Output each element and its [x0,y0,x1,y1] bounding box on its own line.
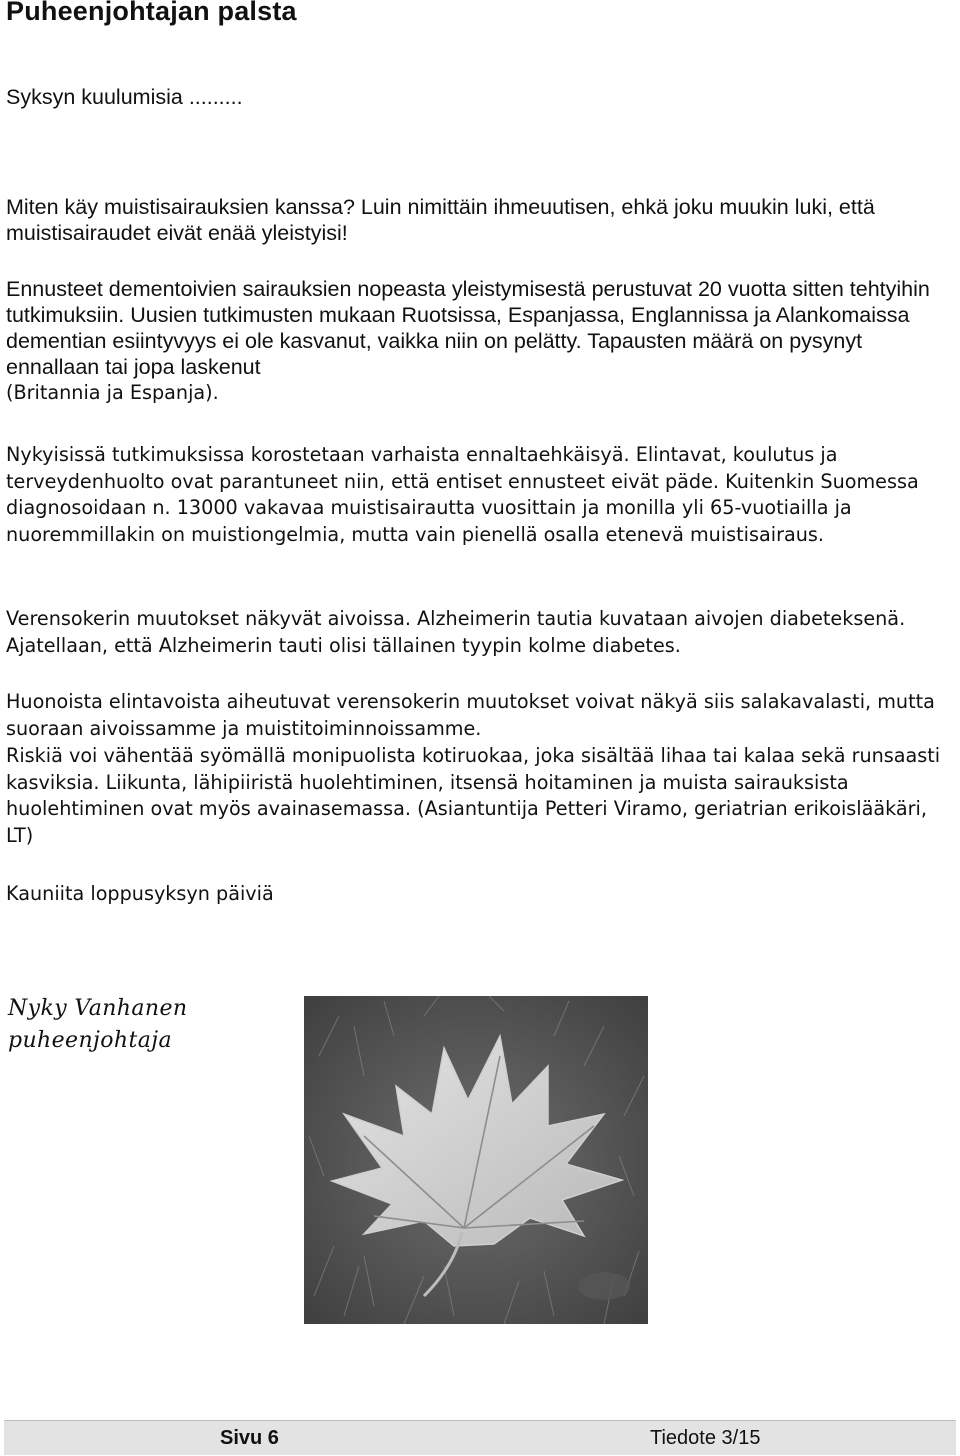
closing-line: Kauniita loppusyksyn päiviä [6,882,274,905]
footer-page-number: Sivu 6 [220,1427,279,1449]
intro-paragraph: Miten käy muistisairauksien kanssa? Luin nimittäin ihmeuutisen, ehkä joku muukin luki, että muistisairaudet eivät enää yleistyisi! [6,195,875,245]
maple-leaf-illustration [304,996,648,1324]
footer-issue: Tiedote 3/15 [650,1427,761,1449]
signature-role: puheenjohtaja [8,1028,172,1053]
page-footer [4,1420,956,1455]
column-subtitle: Syksyn kuulumisia ......... [6,85,243,109]
forecast-text: Ennusteet dementoivien sairauksien nopeasta yleistymisestä perustuvat 20 vuotta sitten tehtyihin tutkimuksiin. Uusien tutkimusten mukaan Ruotsissa, Espanjassa, Englannissa ja Alankomaissa dementian esiintyvyys ei ole kasvanut, vaikka niin on pelätty. Tapausten määrä on pysynyt ennallaan tai jopa laskenut [6,277,930,379]
column-title: Puheenjohtajan palsta [6,0,297,26]
forecast-paragraph [6,276,956,407]
bloodsugar-paragraph: Verensokerin muutokset näkyvät aivoissa. Alzheimerin tautia kuvataan aivojen diabeteksenä. Ajatellaan, että Alzheimerin tauti olisi tällainen tyypin kolme diabetes. [6,607,906,657]
risk-paragraph: Riskiä voi vähentää syömällä monipuolista kotiruokaa, joka sisältää lihaa tai kalaa sekä runsaasti kasviksia. Liikunta, lähipiiristä huolehtiminen, itsensä hoitaminen ja muista sairauksista huolehtiminen ovat myös avainasemassa. (Asiantuntija Petteri Viramo, geriatrian erikoislääkäri, LT) [6,744,941,847]
maple-leaf-photo [304,996,648,1324]
signature-name: Nyky Vanhanen [8,996,188,1021]
lifestyle-paragraph: Huonoista elintavoista aiheutuvat verensokerin muutokset voivat näkyä siis salakavalasti, mutta suoraan aivoissamme ja muistitoiminnoissamme. [6,690,935,740]
forecast-text-end: (Britannia ja Espanja). [6,381,219,404]
prevention-paragraph: Nykyisissä tutkimuksissa korostetaan varhaista ennaltaehkäisyä. Elintavat, koulutus ja terveydenhuolto ovat parantuneet niin, että entiset ennusteet eivät päde. Kuitenkin Suomessa diagnosoidaan n. 13000 vakavaa muistisairautta vuosittain ja monilla yli 65-vuotiailla ja nuoremmillakin on muistiongelmia, mutta vain pienellä osalla etenevä muistisairaus. [6,443,919,546]
